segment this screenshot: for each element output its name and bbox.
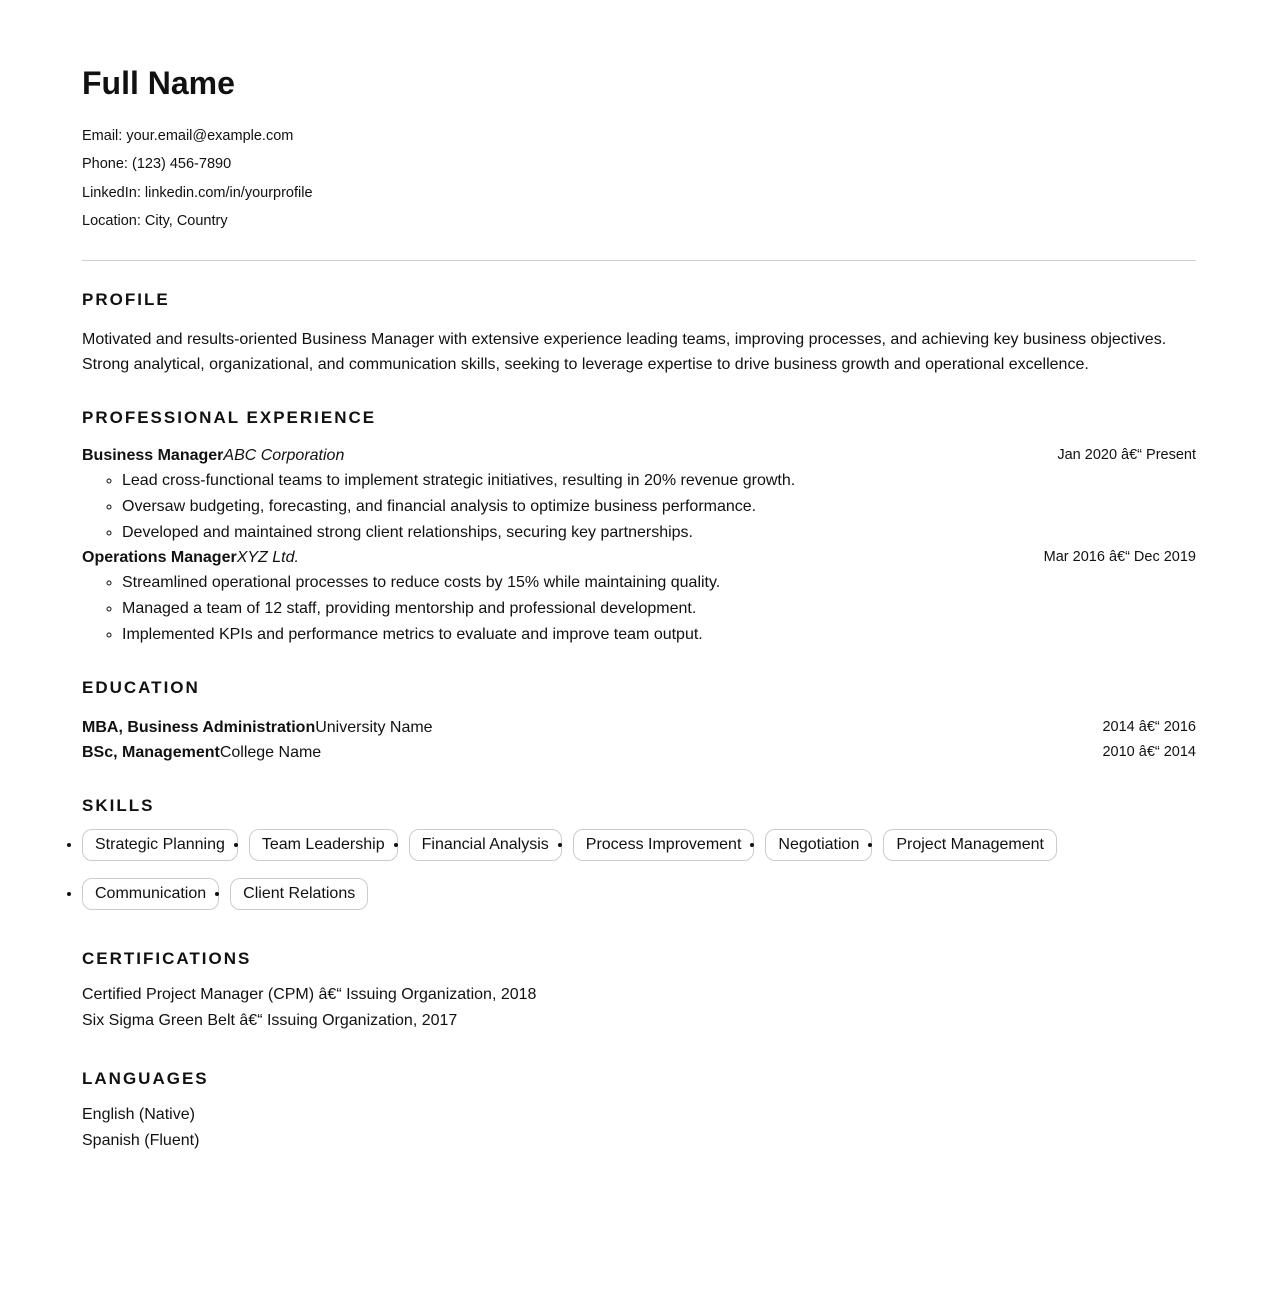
job-company: ABC Corporation: [223, 447, 345, 465]
skill-tag: Project Management: [883, 829, 1057, 861]
skills-section: [82, 795, 1196, 910]
contact-email: Email: your.email@example.com: [82, 128, 294, 144]
certification-item: Certified Project Manager (CPM) â€“ Issuing Organization, 2018: [82, 986, 537, 1004]
job: [82, 443, 1196, 545]
certification-item: Six Sigma Green Belt â€“ Issuing Organization, 2017: [82, 1012, 458, 1030]
contact-location: Location: City, Country: [82, 212, 228, 229]
job-bullet: ◦ Developed and maintained strong client relationships, securing key partnerships.: [122, 520, 1196, 546]
education-dates: 2014 â€“ 2016: [1102, 719, 1196, 736]
skill-tag: Process Improvement: [573, 829, 755, 861]
job-bullet: ◦ Lead cross-functional teams to implement strategic initiatives, resulting in 20% revenue growth.: [122, 468, 1196, 494]
contact-info: [82, 122, 1196, 235]
full-name: Full Name: [82, 65, 235, 101]
experience-section: [82, 407, 1196, 647]
section-heading: SKILLS: [82, 796, 155, 816]
education-item: [82, 715, 1196, 740]
degree: MBA, Business Administration: [82, 719, 316, 737]
job: [82, 545, 1196, 647]
job-title: Business Manager: [82, 447, 224, 465]
skill-tag: Negotiation: [765, 829, 872, 861]
profile-text: Motivated and results-oriented Business Manager with extensive experience leading teams, improving processes, and achieving key business objectives. Strong analytical, organizational, and communication skills, seeking to leverage expertise to drive business growth and operational excellence.: [82, 331, 1167, 374]
skills-list: [82, 829, 1196, 910]
school: University Name: [315, 719, 433, 737]
job-title: Operations Manager: [82, 549, 237, 567]
degree: BSc, Management: [82, 744, 220, 762]
divider: [82, 260, 1196, 261]
job-company: XYZ Ltd.: [236, 549, 299, 567]
languages-section: [82, 1068, 1196, 1154]
job-bullet: ◦ Managed a team of 12 staff, providing mentorship and professional development.: [122, 596, 1196, 622]
job-bullet: ◦ Streamlined operational processes to reduce costs by 15% while maintaining quality.: [122, 570, 1196, 596]
contact-linkedin: LinkedIn: linkedin.com/in/yourprofile: [82, 184, 313, 201]
language-item: Spanish (Fluent): [82, 1132, 200, 1150]
job-bullet: ◦ Implemented KPIs and performance metrics to evaluate and improve team output.: [122, 622, 1196, 648]
section-heading: PROFILE: [82, 290, 170, 310]
education-section: [82, 677, 1196, 765]
skill-tag: Strategic Planning: [82, 829, 238, 861]
job-dates: Mar 2016 â€“ Dec 2019: [1043, 549, 1196, 566]
skill-tag: Client Relations: [230, 878, 368, 910]
section-heading: EDUCATION: [82, 678, 200, 698]
education-item: [82, 740, 1196, 765]
section-heading: PROFESSIONAL EXPERIENCE: [82, 408, 377, 428]
language-item: English (Native): [82, 1106, 195, 1124]
skill-tag: Communication: [82, 878, 219, 910]
section-heading: CERTIFICATIONS: [82, 949, 252, 969]
section-heading: LANGUAGES: [82, 1069, 209, 1089]
skill-tag: Team Leadership: [249, 829, 398, 861]
school: College Name: [219, 744, 322, 762]
profile-section: [82, 289, 1196, 377]
job-bullet: ◦ Oversaw budgeting, forecasting, and financial analysis to optimize business performance.: [122, 494, 1196, 520]
job-dates: Jan 2020 â€“ Present: [1057, 447, 1196, 464]
education-dates: 2010 â€“ 2014: [1102, 744, 1196, 761]
skill-tag: Financial Analysis: [409, 829, 562, 861]
certifications-section: [82, 948, 1196, 1034]
contact-phone: Phone: (123) 456-7890: [82, 156, 232, 173]
